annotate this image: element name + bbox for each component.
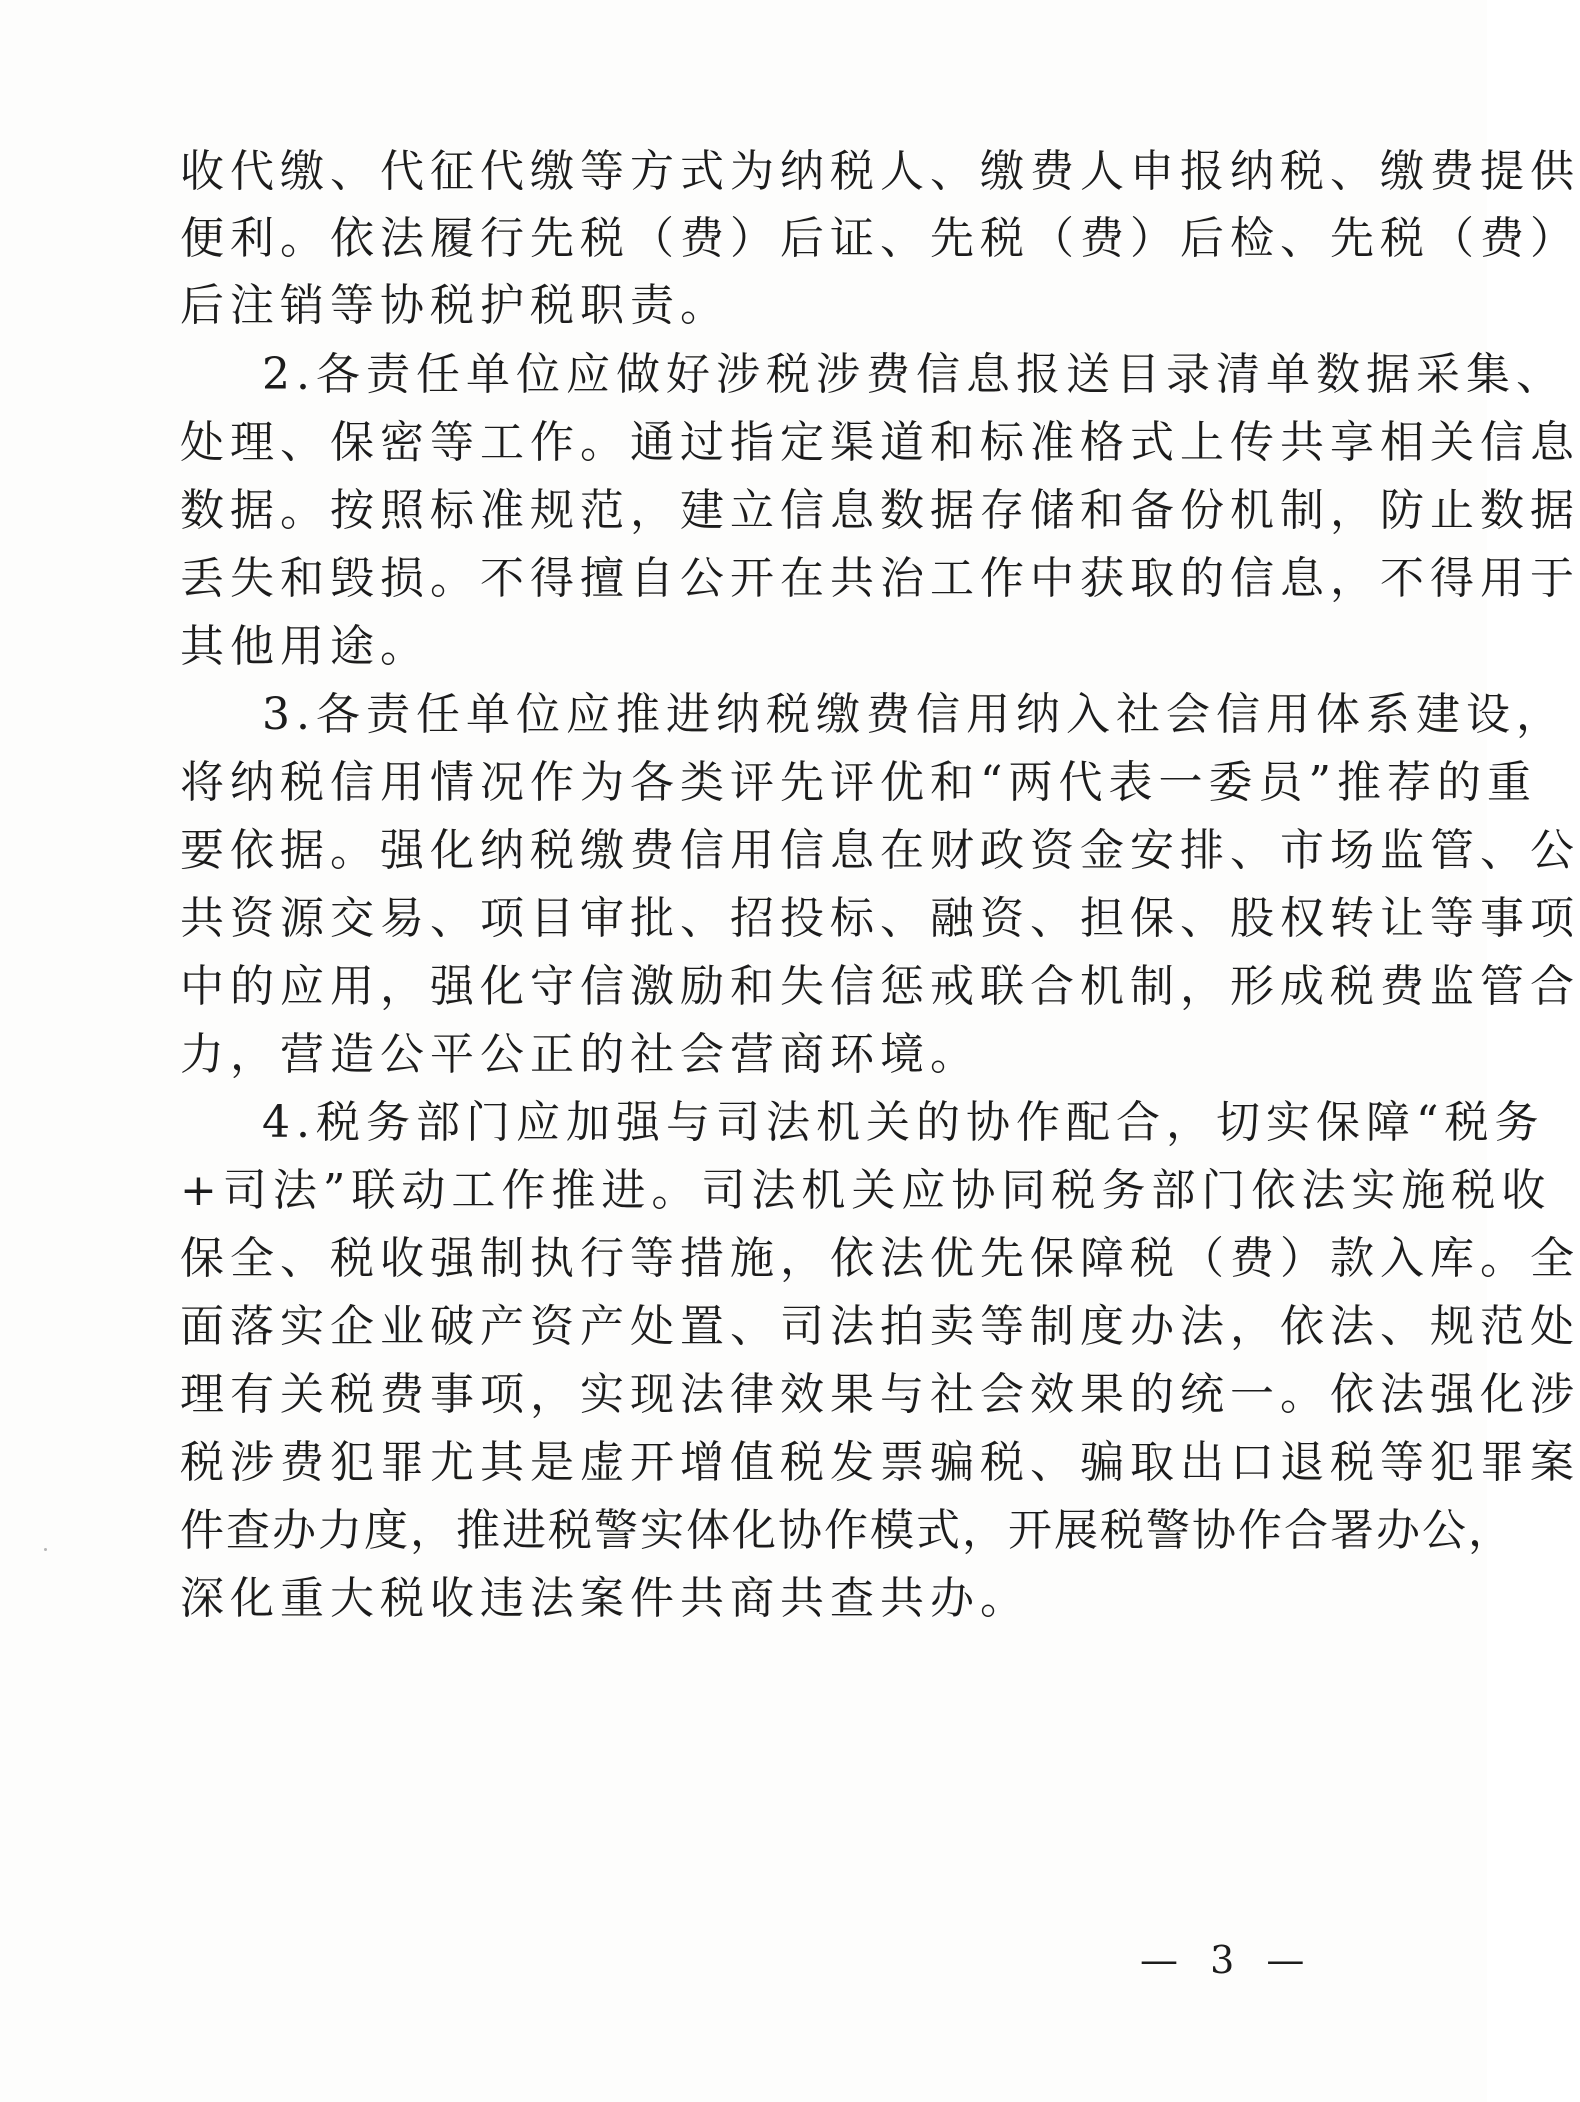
paragraph-line: 后注销等协税护税职责。: [180, 280, 730, 331]
paragraph-line: 2.各责任单位应做好涉税涉费信息报送目录清单数据采集、: [262, 349, 1566, 400]
paragraph-line: 保全、税收强制执行等措施，依法优先保障税（费）款入库。全: [180, 1233, 1580, 1284]
paragraph-line: 其他用途。: [180, 621, 430, 672]
paragraph-line: 便利。依法履行先税（费）后证、先税（费）后检、先税（费）: [180, 213, 1580, 264]
paragraph-line: 面落实企业破产资产处置、司法拍卖等制度办法，依法、规范处: [180, 1301, 1580, 1352]
paragraph-line: 丢失和毁损。不得擅自公开在共治工作中获取的信息，不得用于: [180, 553, 1580, 604]
paragraph-line: 深化重大税收违法案件共商共查共办。: [180, 1573, 1030, 1624]
page-number: — 3 —: [1140, 1938, 1315, 1982]
paragraph-line: 中的应用，强化守信激励和失信惩戒联合机制，形成税费监管合: [180, 961, 1580, 1012]
paragraph-line: 税涉费犯罪尤其是虚开增值税发票骗税、骗取出口退税等犯罪案: [180, 1437, 1580, 1488]
paragraph-line: 要依据。强化纳税缴费信用信息在财政资金安排、市场监管、公: [180, 825, 1580, 876]
paragraph-line: 将纳税信用情况作为各类评先评优和“两代表一委员”推荐的重: [180, 757, 1537, 808]
scan-speck: [44, 1548, 47, 1551]
paragraph-line: 共资源交易、项目审批、招投标、融资、担保、股权转让等事项: [180, 893, 1580, 944]
paragraph-line: +司法”联动工作推进。司法机关应协同税务部门依法实施税收: [180, 1165, 1552, 1216]
paragraph-line: 力，营造公平公正的社会营商环境。: [180, 1029, 980, 1080]
paragraph-line: 收代缴、代征代缴等方式为纳税人、缴费人申报纳税、缴费提供: [180, 146, 1580, 197]
paragraph-line: 理有关税费事项，实现法律效果与社会效果的统一。依法强化涉: [180, 1369, 1580, 1420]
paragraph-line: 4.税务部门应加强与司法机关的协作配合，切实保障“税务: [262, 1097, 1545, 1148]
paragraph-line: 处理、保密等工作。通过指定渠道和标准格式上传共享相关信息: [180, 417, 1580, 468]
paragraph-line: 数据。按照标准规范，建立信息数据存储和备份机制，防止数据: [180, 485, 1580, 536]
paragraph-line: 件查办力度，推进税警实体化协作模式，开展税警协作合署办公，: [180, 1505, 1514, 1556]
paragraph-line: 3.各责任单位应推进纳税缴费信用纳入社会信用体系建设，: [262, 689, 1566, 740]
